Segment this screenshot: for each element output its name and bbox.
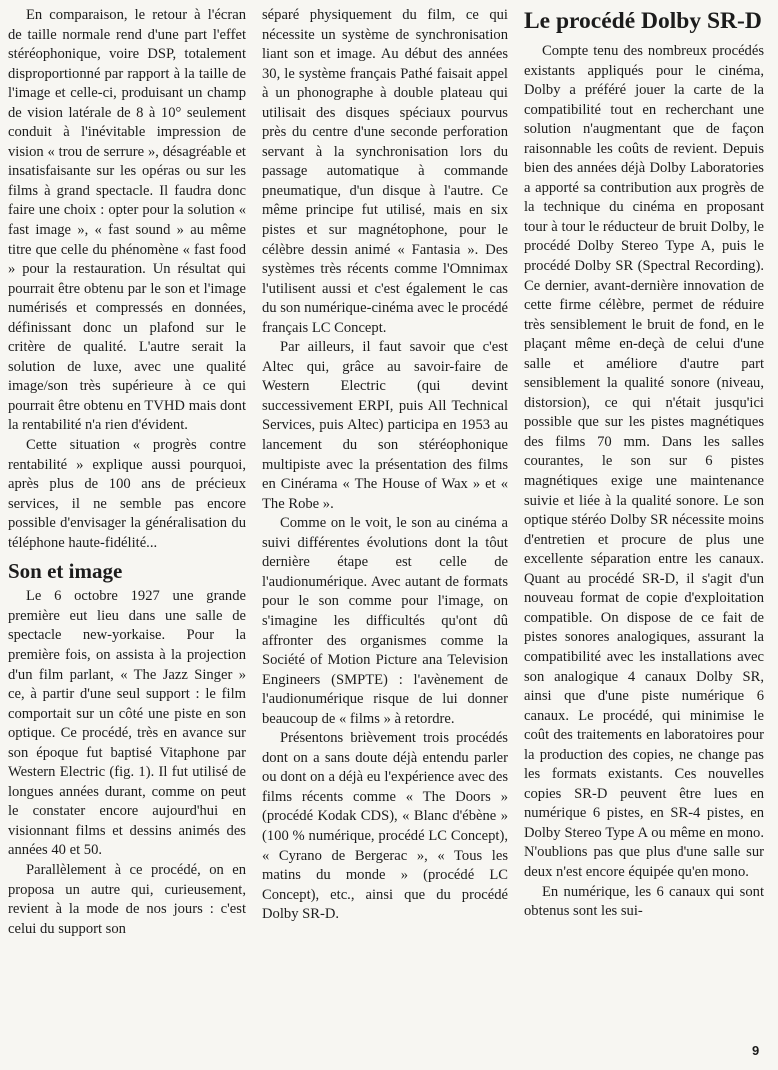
text-column-3 <box>524 6 764 922</box>
page-number: 9 <box>752 1043 760 1058</box>
paragraph: Présentons brièvement trois procédés dont on a sans doute déjà entendu parler ou dont on a déjà eu l'expérience avec des films récents comme « The Doors » (procédé Kodak CDS), « Blanc d'ébène » (100 % numérique, procédé LC Concept), « Cyrano de Bergerac », « Tous les matins du monde » (procédé LC Concept), etc., ainsi que du procédé Dolby SR-D. <box>262 730 508 923</box>
paragraph: Parallèlement à ce procédé, on en proposa un autre qui, curieusement, revient à la mode de nos jours : c'est celui du support son <box>8 861 246 937</box>
paragraph: En numérique, les 6 canaux qui sont obtenus sont les sui- <box>524 883 764 920</box>
paragraph: Comme on le voit, le son au cinéma a suivi différentes évolutions dont la tôut dernière étape est celle de l'audionumérique. Avec autant de formats pour le son comme pour l'image, on s'imagine les difficultés qu'ont dû affronter des organismes comme la Société of Motion Picture ana Television Engineers (SMPTE) : l'avènement de l'audionumérique risque de lui donner beaucoup de « films » à retordre. <box>262 515 508 727</box>
text-column-2 <box>262 6 508 925</box>
paragraph: Compte tenu des nombreux procédés existants appliqués pour le cinéma, Dolby a préféré jouer la carte de la compatibilité tout en recherchant une solution n'augmentant que de façon raisonnable les coûts de revient. Depuis bien des années déjà Dolby Laboratories a apporté sa contribution aux progrès de la technique du cinéma en proposant tour à tour le réducteur de bruit Dolby, le procédé Dolby Stereo Type A, puis le procédé Dolby SR (Spectral Recording). Ce dernier, avant-dernière innovation de cette firme célèbre, permet de réduire très sensiblement le bruit de fond, en le plaçant même en-deçà de celui d'une salle et améliore d'autre part sensiblement la qualité sonore (niveau, distorsion), ce qui n'était jusqu'ici possible que sur les pistes magnétiques des films 70 mm. Dans les salles courantes, le son sur 6 pistes magnétiques exige une maintenance suivie et liée à la qualité sonore. Le son optique stéréo Dolby SR nécessite moins d'entretien et procure de plus une excellente séparation entre les canaux. Quant au procédé SR-D, il s'agit d'un nouveau format de copie d'exploitation compatible. On dispose de ce fait de pistes sonores analogiques, assurant la compatibilité avec les installations avec son analogique 4 canaux Dolby SR, ainsi que d'une piste numérique 6 canaux. Le procédé, qui minimise le coût des traitements en laboratoires pour la production des copies, ne change pas les formats existants. Ces nouvelles copies SR-D peuvent être lues en numérique 6 pistes, en SR-4 pistes, en Dolby Stereo Type A ou même en mono. N'oublions pas que plus d'une salle sur deux n'est encore équipée qu'en mono. <box>524 43 764 880</box>
paragraph: Par ailleurs, il faut savoir que c'est Altec qui, grâce au savoir-faire de Western Electric (qui devint successivement ERPI, puis All Technical Services, puis Altec) participa en 1953 au lancement du son stéréophonique multipiste avec la présentation des films en Cinérama « The House of Wax » et « The Robe ». <box>262 339 508 512</box>
section-heading: Son et image <box>8 559 123 584</box>
section-heading: Le procédé Dolby SR-D <box>524 8 762 34</box>
paragraph: En comparaison, le retour à l'écran de taille normale rend d'une part l'effet stéréophonique, voire DSP, totalement disproportionné par rapport à la taille de l'image et celle-ci, produisant un champ de vision latérale de 8 à 10° seulement conduit à l'inévitable impression de vision « trou de serrure », désagréable et insatisfaisante sur les opéras ou sur les films à grand spectacle. Il faudra donc faire une choix : opter pour la solution « fast image », « fast sound » au même titre que celle du phénomène « fast food » pour la restauration. Un résultat qui pourrait être obtenu par le son et l'image numérisés et compressés en données, définissant donc un plafond sur le critère de qualité. L'autre serait la solution de luxe, avec une qualité image/son très supérieure à ce qui pourrait être obtenu en TVHD mais dont la rentabilité n'a rien d'évident. <box>8 7 246 434</box>
paragraph: Le 6 octobre 1927 une grande première eut lieu dans une salle de spectacle new-yorkaise. Pour la première fois, on assista à la projection d'un film parlant, « The Jazz Singer » ce, à partir d'une seul support : le film comportait sur un côté une piste en son optique. Ce procédé, très en avance sur son époque fut baptisé Vitaphone par Western Electric (fig. 1). Il fut utilisé de longues années durant, comme on peut le constater encore aujourd'hui en visionnant films et dessins animés des années 40 et 50. <box>8 588 246 859</box>
text-column-1 <box>8 6 246 939</box>
paragraph: Cette situation « progrès contre rentabilité » explique aussi pourquoi, après plus de 100 ans de précieux services, il ne semble pas encore possible d'envisager la généralisation du téléphone haute-fidélité... <box>8 437 246 551</box>
paragraph: séparé physiquement du film, ce qui nécessite un système de synchronisation liant son et image. Au début des années 30, le système français Pathé faisait appel à un phonographe à double plateau qui utilisait des disques spéciaux pourvus près du centre d'une seconde perforation servant à la synchronisation lors du passage automatique à commande pneumatique, d'un disque à l'autre. Ce même principe fut utilisé, mais en six pistes et sur magnétophone, pour le célèbre dessin animé « Fantasia ». Des systèmes très récents comme l'Omnimax l'utilisent aussi et c'est également le cas du son numérique-cinéma avec le procédé français LC Concept. <box>262 7 508 336</box>
